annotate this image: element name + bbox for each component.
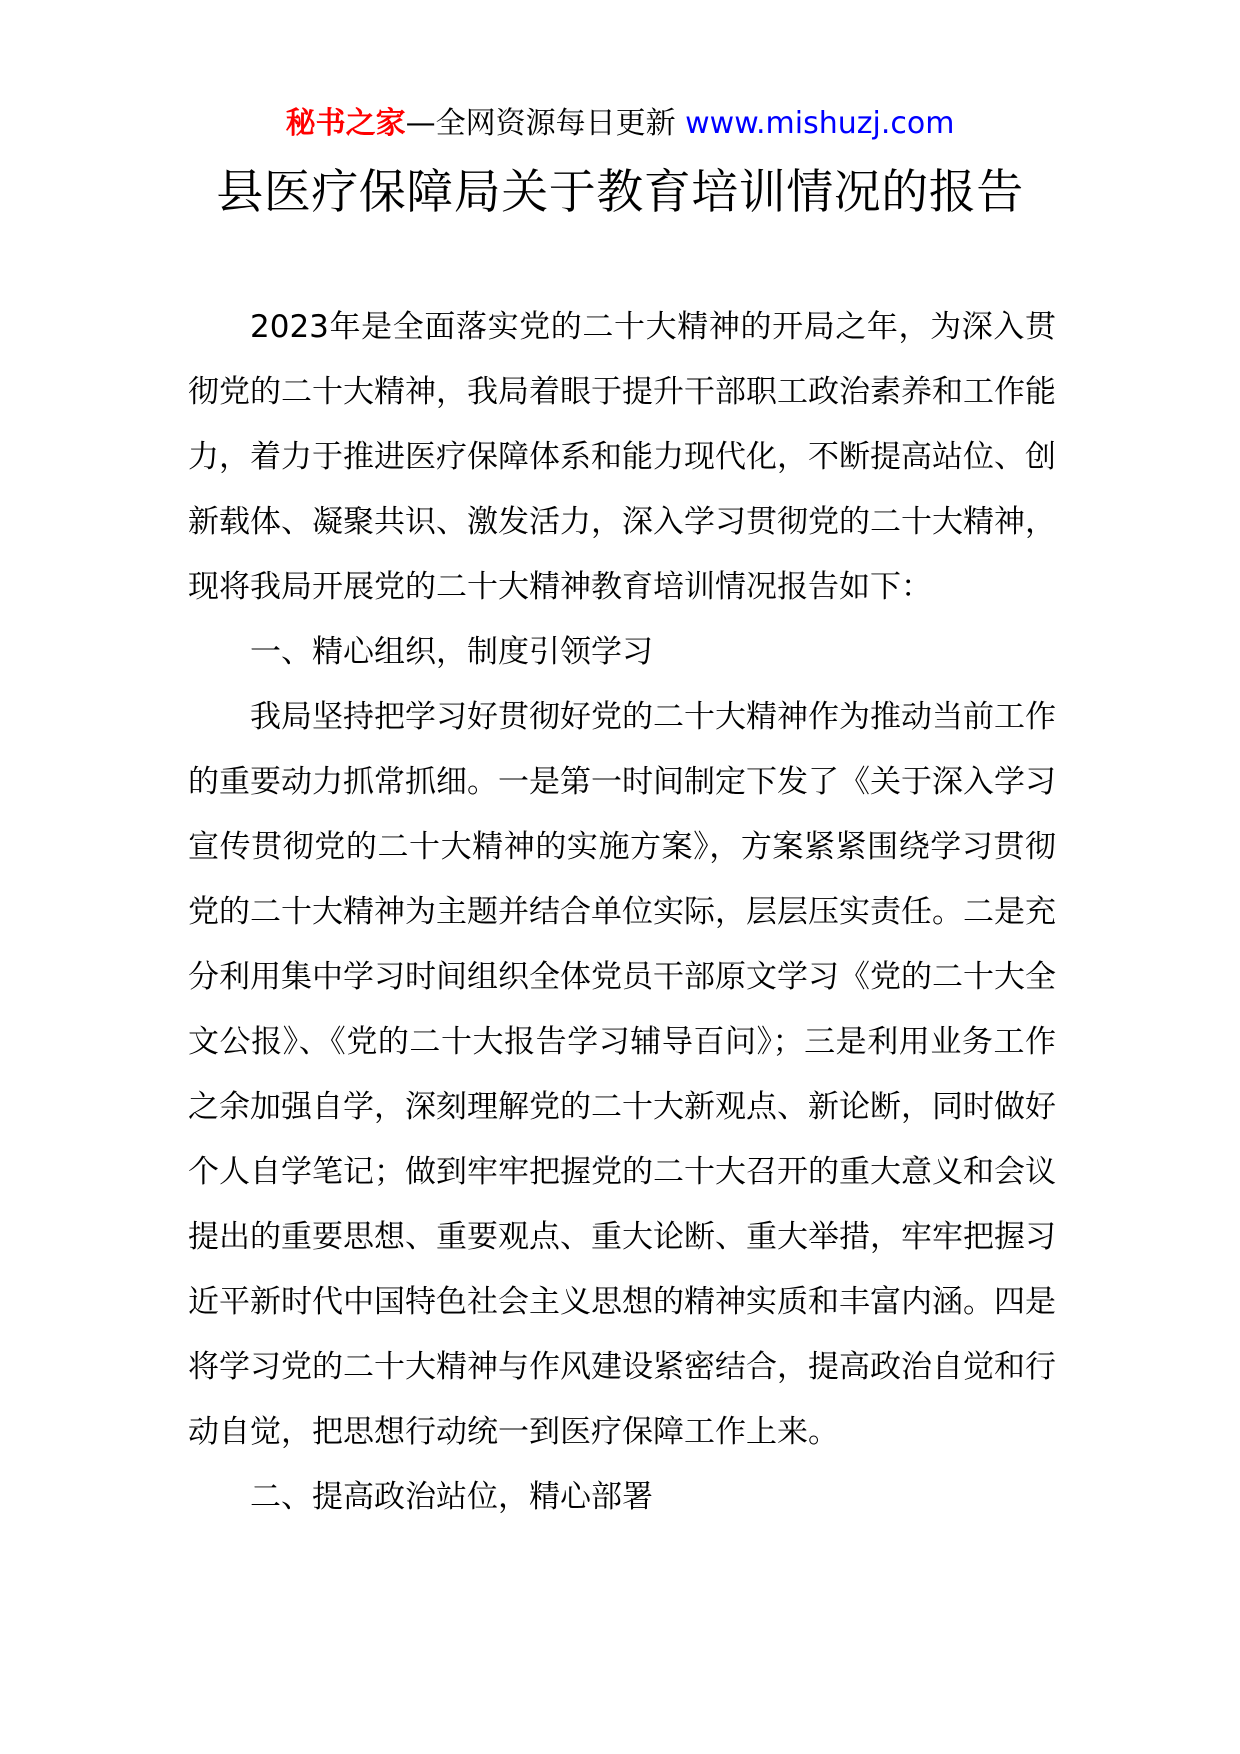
section-2-heading: 二、提高政治站位，精心部署 xyxy=(250,1479,653,1515)
site-brand: 秘书之家 xyxy=(285,106,406,141)
site-header xyxy=(0,100,1240,148)
document-title: 县医疗保障局关于教育培训情况的报告 xyxy=(216,165,1024,220)
document-body xyxy=(188,295,1056,1530)
intro-paragraph: 2023年是全面落实党的二十大精神的开局之年，为深入贯彻党的二十大精神，我局着眼于提升干部职工政治素养和工作能力，着力于推进医疗保障体系和能力现代化，不断提高站位、创新载体、凝聚共识、激发活力，深入学习贯彻党的二十大精神，现将我局开展党的二十大精神教育培训情况报告如下： xyxy=(188,309,1056,605)
section-1-heading: 一、精心组织，制度引领学习 xyxy=(250,634,653,670)
site-url-link[interactable]: www.mishuzj.com xyxy=(685,106,955,141)
site-tagline: —全网资源每日更新 xyxy=(405,106,686,141)
section-1-paragraph: 我局坚持把学习好贯彻好党的二十大精神作为推动当前工作的重要动力抓常抓细。一是第一时间制定下发了《关于深入学习宣传贯彻党的二十大精神的实施方案》，方案紧紧围绕学习贯彻党的二十大精神为主题并结合单位实际，层层压实责任。二是充分利用集中学习时间组织全体党员干部原文学习《党的二十大全文公报》、《党的二十大报告学习辅导百问》；三是利用业务工作之余加强自学，深刻理解党的二十大新观点、新论断，同时做好个人自学笔记；做到牢牢把握党的二十大召开的重大意义和会议提出的重要思想、重要观点、重大论断、重大举措，牢牢把握习近平新时代中国特色社会主义思想的精神实质和丰富内涵。四是将学习党的二十大精神与作风建设紧密结合，提高政治自觉和行动自觉，把思想行动统一到医疗保障工作上来。 xyxy=(188,699,1056,1450)
